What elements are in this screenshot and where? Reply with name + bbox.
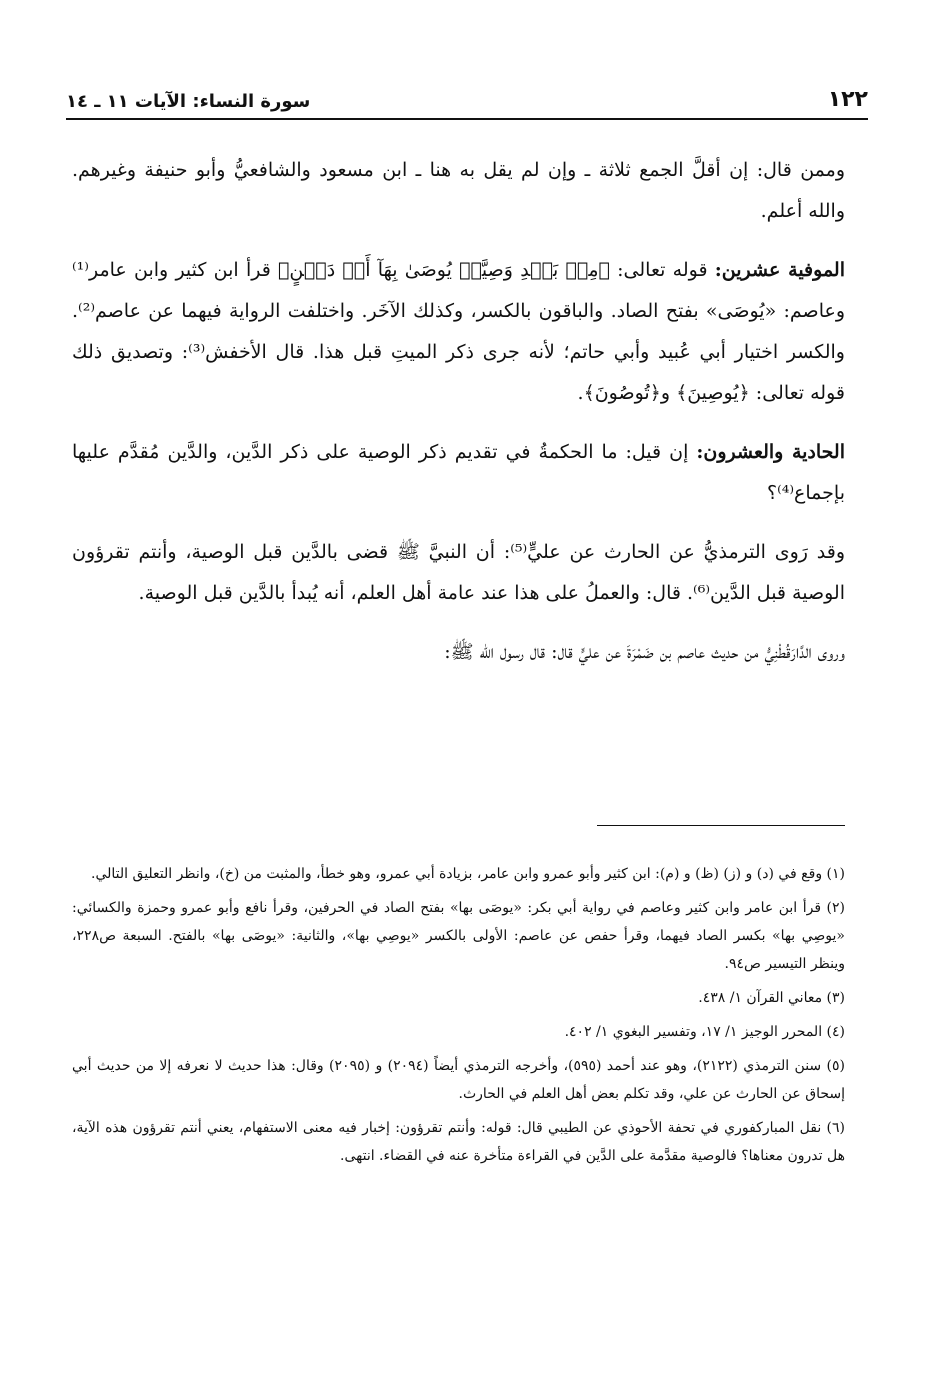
running-header: [66, 78, 868, 112]
footnote-6-rest: يعني أنتم تقرؤون هذه الآية، هل تدرون معناها؟ فالوصية مقدَّمة على الدَّين في القراءة متأخرة عنه في القضاء. انتهى.: [72, 1120, 845, 1164]
surah-title: سورة النساء: الآيات ١١ ـ ١٤: [66, 91, 311, 112]
footnote-6: [72, 1114, 845, 1170]
footnote-3-first: (٣) معاني القرآن ١/ ٤٣٨.: [698, 990, 845, 1006]
paragraph-5: وروى الدَّارَقُطْنِيُّ من حديث عاصم بن ضَمْرَةَ عن عليٍّ قال: قال رسول الله ﷺ:: [444, 641, 845, 663]
header-rule: [66, 118, 868, 120]
footnote-separator: [597, 825, 845, 826]
footnote-5: [72, 1052, 845, 1108]
main-text: [72, 150, 845, 687]
footnote-4-first: (٤) المحرر الوجيز ١/ ١٧، وتفسير البغوي ١/ ٤٠٢.: [564, 1024, 845, 1040]
section-heading-20: الموفية عشرين:: [714, 259, 846, 281]
footnote-5-rest: هذا حديث لا نعرفه إلا من حديث أبي إسحاق عن الحارث عن علي، وقد تكلم بعض أهل العلم في الحارث.: [72, 1058, 845, 1102]
footnote-1: [72, 860, 845, 888]
footnote-2-first: (٢) قرأ ابن عامر وابن كثير وعاصم في رواية أبي بكر: «يوصَى بها» بفتح الصاد في الحرفين، وقرأ نافع: [245, 900, 845, 916]
footnote-6-first: (٦) نقل المباركفوري في تحفة الأحوذي عن الطيبي قال: قوله: وأنتم تقرؤون: إخبار فيه معنى الاستفهام،: [238, 1120, 845, 1136]
footnote-2-rest: وأبو عمرو وحمزة والكسائي: «يوصِي بها» بكسر الصاد فيهما، وقرأ حفص عن عاصم: الأولى بالكسر «يوصِي بها»، والثانية: «يوصَى بها» بالفتح. السبعة ص٢٢٨، وينظر التيسير ص٩٤.: [72, 900, 845, 972]
footnote-1-first: (١) وقع في (د) و (ز) (ظ) و (م): ابن كثير وأبو عمرو وابن عامر، بزيادة أبي عمرو، وهو خطأ، والمثبت: [266, 866, 845, 882]
footnote-4: [72, 1018, 845, 1046]
paragraph-2: [72, 250, 845, 414]
footnote-5-first: (٥) سنن الترمذي (٢١٢٢)، وهو عند أحمد (٥٩٥)، وأخرجه الترمذي أيضاً (٢٠٩٤) و (٢٠٩٥) وقال:: [291, 1058, 845, 1074]
footnotes: [72, 860, 845, 1176]
page-number: ١٢٢: [827, 87, 868, 112]
paragraph-3-body: إن قيل: ما الحكمةُ في تقديم ذكر الوصية على ذكر الدَّين، والدَّين مُقدَّم عليها بإجماع⁽⁴⁾؟: [72, 441, 845, 504]
paragraph-1: وممن قال: إن أقلَّ الجمع ثلاثة ـ وإن لم يقل به هنا ـ ابن مسعود والشافعيُّ وأبو حنيفة وغيرهم. والله أعلم.: [72, 159, 845, 222]
footnote-1-rest: من (خ)، وانظر التعليق التالي.: [91, 866, 262, 882]
paragraph-4: وقد رَوى الترمذيُّ عن الحارث عن عليٍّ⁽⁵⁾: أن النبيَّ ﷺ قضى بالدَّين قبل الوصية، وأنتم تقرؤون الوصية قبل الدَّين⁽⁶⁾. قال: والعملُ على هذا عند عامة أهل العلم، أنه يُبدأ بالدَّين قبل الوصية.: [72, 541, 845, 604]
section-heading-21: الحادية والعشرون:: [696, 441, 846, 463]
paragraph-2-body: قوله تعالى: ﴿مِنۢ بَعۡدِ وَصِيَّةٖ يُوصَىٰ بِهَآ أَوۡ دَيۡنٍ﴾ قرأ ابن كثير وابن عامر⁽¹⁾ وعاصم: «يُوصَى» بفتح الصاد. والباقون بالكسر، وكذلك الآخَر. واختلفت الرواية فيهما عن عاصم⁽²⁾. والكسر اختيار أبي عُبيد وأبي حاتم؛ لأنه جرى ذكر الميتِ قبل هذا. قال الأخفش⁽³⁾: وتصديق ذلك قوله تعالى: ﴿يُوصِينَ﴾ و﴿تُوصُونَ﴾.: [72, 259, 845, 404]
footnote-2: [72, 894, 845, 978]
paragraph-3: [72, 432, 845, 514]
footnote-3: [72, 984, 845, 1012]
